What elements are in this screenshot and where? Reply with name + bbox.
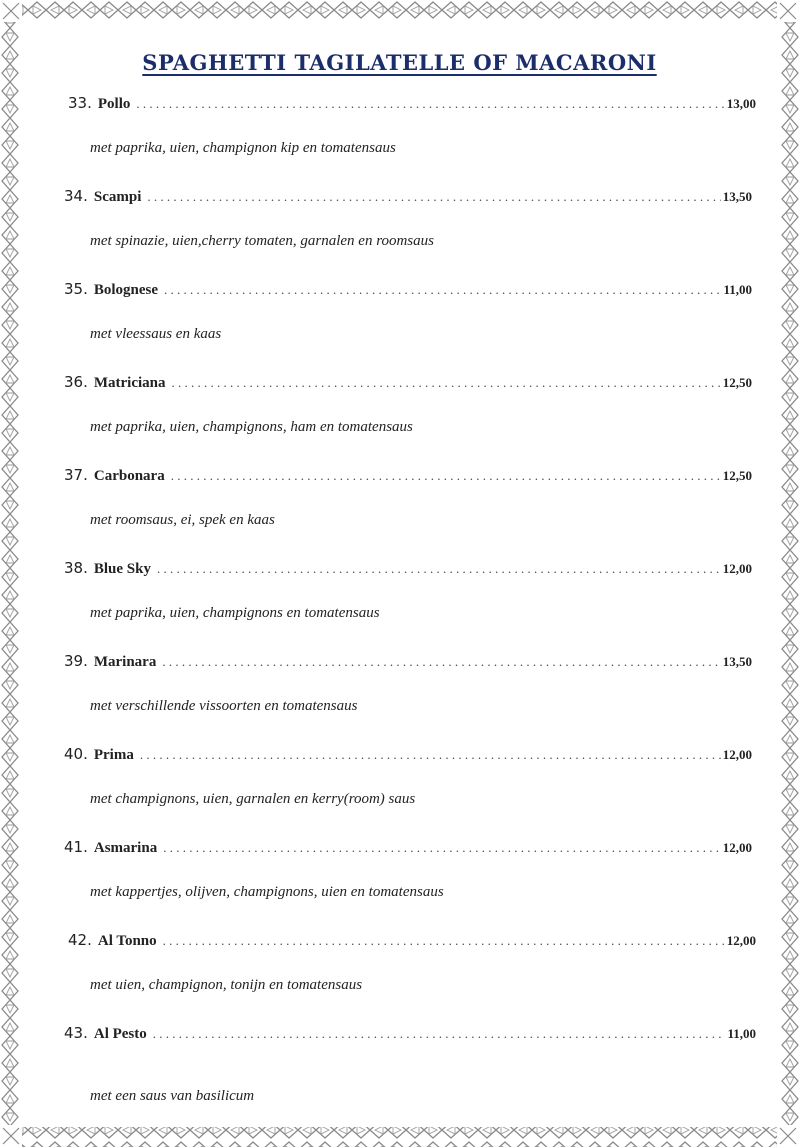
dot-leader: [163, 933, 725, 949]
item-price: 12,50: [722, 375, 752, 390]
menu-item: [68, 94, 756, 156]
item-number: 33.: [68, 94, 92, 112]
item-name: Prima: [93, 747, 134, 763]
item-number: 41.: [64, 838, 88, 856]
item-number: 40.: [64, 745, 88, 763]
item-number: 36.: [64, 373, 88, 391]
item-description: met champignons, uien, garnalen en kerry(room) saus: [90, 791, 416, 807]
item-price: 12,00: [726, 933, 756, 948]
item-name: Al Tonno: [97, 933, 157, 949]
item-number: 34.: [64, 187, 88, 205]
dot-leader: [163, 840, 721, 856]
item-price: 13,50: [722, 189, 752, 204]
dot-leader: [164, 282, 721, 298]
menu-item: [64, 187, 752, 249]
dot-leader: [140, 747, 721, 763]
item-name: Pollo: [97, 96, 131, 112]
item-price: 13,50: [722, 654, 752, 669]
item-name: Asmarina: [93, 840, 158, 856]
item-name: Matriciana: [93, 375, 166, 391]
item-description: met vleessaus en kaas: [90, 326, 222, 342]
item-name: Carbonara: [93, 468, 165, 484]
item-description: met spinazie, uien,cherry tomaten, garnalen en roomsaus: [90, 233, 434, 249]
item-description: met verschillende vissoorten en tomatensaus: [90, 698, 358, 714]
menu-item: [64, 652, 752, 714]
dot-leader: [162, 654, 720, 670]
item-price: 11,00: [723, 282, 752, 297]
item-number: 39.: [64, 652, 88, 670]
menu-item: [68, 931, 756, 993]
dot-leader: [153, 1026, 726, 1042]
dot-leader: [136, 96, 724, 112]
dot-leader: [157, 561, 721, 577]
menu-item: [64, 466, 752, 528]
menu-item: [64, 373, 752, 435]
item-price: 12,00: [722, 747, 752, 762]
item-description: met paprika, uien, champignon kip en tomatensaus: [90, 140, 396, 156]
item-price: 12,00: [722, 561, 752, 576]
item-description: met kappertjes, olijven, champignons, uien en tomatensaus: [90, 884, 444, 900]
item-name: Scampi: [93, 189, 142, 205]
item-description: met een saus van basilicum: [90, 1088, 255, 1104]
item-price: 12,00: [722, 840, 752, 855]
dot-leader: [172, 375, 721, 391]
menu-item: [64, 559, 752, 621]
item-description: met paprika, uien, champignons en tomatensaus: [90, 605, 380, 621]
item-name: Al Pesto: [93, 1026, 147, 1042]
dot-leader: [147, 189, 720, 205]
menu-item: [64, 745, 752, 807]
menu-title: SPAGHETTI TAGILATELLE OF MACARONI: [142, 50, 657, 75]
item-number: 42.: [68, 931, 92, 949]
menu-item: [64, 838, 752, 900]
menu-item: [64, 280, 752, 342]
item-description: met roomsaus, ei, spek en kaas: [90, 512, 275, 528]
item-number: 35.: [64, 280, 88, 298]
item-price: 11,00: [727, 1026, 756, 1041]
item-number: 37.: [64, 466, 88, 484]
item-number: 38.: [64, 559, 88, 577]
dot-leader: [171, 468, 721, 484]
item-price: 13,00: [726, 96, 756, 111]
item-name: Bolognese: [93, 282, 159, 298]
item-description: met paprika, uien, champignons, ham en tomatensaus: [90, 419, 413, 435]
item-description: met uien, champignon, tonijn en tomatensaus: [90, 977, 363, 993]
menu-item: [64, 1024, 756, 1104]
item-name: Blue Sky: [93, 561, 151, 577]
menu-page: [22, 22, 777, 1125]
item-price: 12,50: [722, 468, 752, 483]
item-number: 43.: [64, 1024, 88, 1042]
item-name: Marinara: [93, 654, 157, 670]
